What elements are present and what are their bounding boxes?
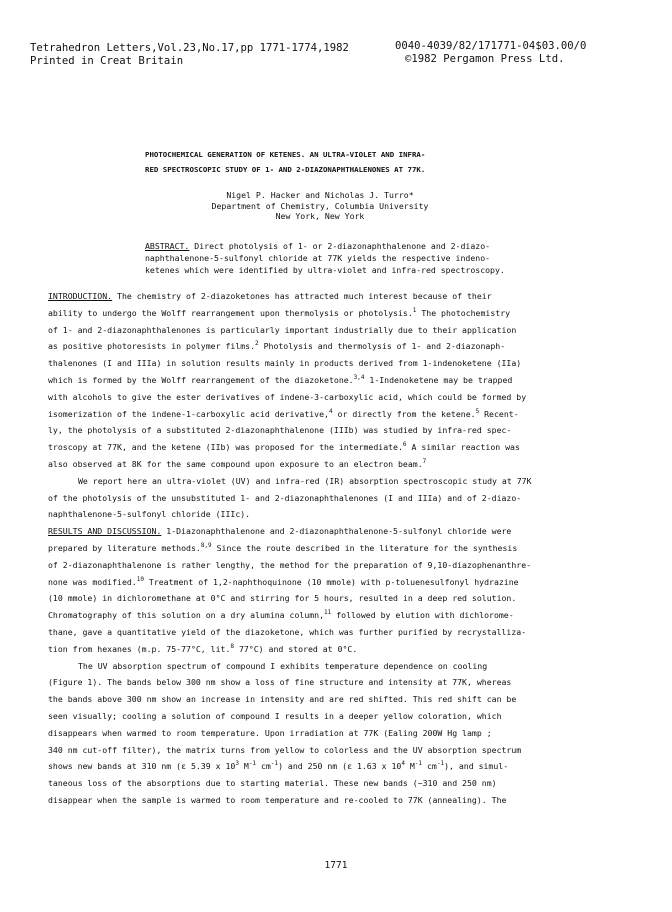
text-line: ly, the photolysis of a substituted 2-diazonaphthalenone (IIIb) was studied by infra-red spec-: [48, 425, 512, 436]
text-line: [48, 641, 628, 658]
text-line: [48, 372, 628, 389]
paper-title: [145, 147, 545, 177]
text-span: The chemistry of 2-diazoketones has attracted much interest because of their: [112, 291, 492, 301]
superscript: -1: [436, 760, 445, 768]
abstract-text: Direct photolysis of 1- or 2-diazonaphthalenone and 2-diazo-: [189, 241, 491, 251]
body-text: [48, 288, 628, 809]
text-line: the bands above 300 nm show an increase in intensity and are red shifted. This red shift can be: [48, 694, 517, 705]
title-line-2: RED SPECTROSCOPIC STUDY OF 1- AND 2-DIAZONAPHTHALENONES AT 77K.: [145, 165, 426, 174]
text-span: Chromatography of this solution on a dry alumina column,: [48, 610, 325, 621]
journal-header-left: [30, 42, 349, 68]
text-span: which is formed by the Wolff rearrangement of the diazoketone.: [48, 374, 354, 385]
text-line: [48, 305, 628, 322]
text-line: disappears when warmed to room temperature. Upon irradiation at 77K (Ealing 200W Hg lamp ;: [48, 727, 492, 738]
printed-location: Printed in Creat Britain: [30, 55, 184, 67]
text-span: M: [238, 761, 249, 772]
text-span: isomerization of the indene-1-carboxylic acid derivative,: [48, 408, 329, 419]
text-span: as positive photoresists in polymer films.: [48, 341, 256, 352]
author-department: Department of Chemistry, Columbia University: [211, 200, 429, 211]
text-span: Photolysis and thermolysis of 1- and 2-diazonaph-: [258, 341, 506, 352]
text-line: (10 mmole) in dichloromethane at 0°C and stirring for 5 hours, resulted in a deep red solution.: [48, 593, 517, 604]
text-span: M: [404, 761, 415, 772]
superscript: -1: [248, 760, 257, 768]
page-number: 1771: [324, 860, 348, 871]
text-line: of 2-diazonaphthalenone is rather lengthy, the method for the preparation of 9,10-diazophenanthre-: [48, 559, 532, 570]
reference-marker: 11: [324, 609, 332, 617]
journal-citation: Tetrahedron Letters,Vol.23,No.17,pp 1771-1774,1982: [30, 42, 349, 54]
reference-marker: 8,9: [200, 541, 212, 549]
text-line: [48, 288, 628, 305]
reference-marker: 5: [475, 407, 480, 415]
article-code: 0040-4039/82/171771-04$03.00/0: [395, 40, 587, 52]
text-span: Since the route described in the literature for the synthesis: [211, 542, 518, 553]
text-line: 340 nm cut-off filter), the matrix turns from yellow to colorless and the UV absorption spectrum: [48, 744, 522, 755]
reference-marker: 1: [412, 306, 417, 314]
text-span: followed by elution with dichlorome-: [331, 610, 514, 621]
abstract-line: [145, 240, 615, 252]
text-span: A similar reaction was: [406, 442, 520, 453]
text-line: [48, 607, 628, 624]
section-heading-results: RESULTS AND DISCUSSION.: [48, 526, 162, 537]
text-span: 1-Diazonaphthalenone and 2-diazonaphthalenone-5-sulfonyl chloride were: [161, 526, 512, 537]
text-span: ), and simul-: [444, 761, 509, 772]
reference-marker: 7: [422, 457, 427, 465]
reference-marker: 8: [230, 642, 235, 650]
text-line: [48, 540, 628, 557]
text-span: tion from hexanes (m.p. 75-77°C, lit.: [48, 643, 231, 654]
author-block: [0, 190, 640, 222]
text-span: 1-Indenoketene may be trapped: [364, 374, 513, 385]
abstract-line: naphthalenone-5-sulfonyl chloride at 77K yields the respective indeno-: [145, 253, 491, 263]
text-span: Treatment of 1,2-naphthoquinone (10 mmole) with p-toluenesulfonyl hydrazine: [143, 576, 519, 587]
text-line: thalenones (I and IIIa) in solution results mainly in products derived from 1-indenoketene (IIa): [48, 358, 522, 369]
text-line: [48, 406, 628, 423]
text-line: seen visually; cooling a solution of compound I results in a deeper yellow coloration, which: [48, 710, 502, 721]
text-line: [48, 758, 628, 775]
text-line: The UV absorption spectrum of compound I exhibits temperature dependence on cooling: [78, 660, 488, 671]
text-line: We report here an ultra-violet (UV) and infra-red (IR) absorption spectroscopic study at 77K: [78, 475, 532, 486]
text-line: naphthalenone-5-sulfonyl chloride (IIIc).: [48, 509, 251, 520]
text-span: ability to undergo the Wolff rearrangement upon thermolysis or photolysis.: [48, 307, 413, 318]
superscript: 4: [401, 760, 405, 768]
text-line: with alcohols to give the ester derivatives of indene-3-carboxylic acid, which could be formed by: [48, 391, 527, 402]
text-span: Recent-: [479, 408, 519, 419]
abstract: [145, 240, 615, 276]
reference-marker: 3,4: [353, 373, 365, 381]
title-line-1: PHOTOCHEMICAL GENERATION OF KETENES. AN ULTRA-VIOLET AND INFRA-: [145, 150, 426, 159]
text-line: thane, gave a quantitative yield of the diazoketone, which was further purified by recrystalliza-: [48, 626, 527, 637]
text-span: none was modified.: [48, 576, 137, 587]
section-heading-introduction: INTRODUCTION.: [48, 291, 113, 301]
text-span: prepared by literature methods.: [48, 542, 201, 553]
reference-marker: 10: [136, 575, 144, 583]
copyright-notice: ©1982 Pergamon Press Ltd.: [405, 53, 565, 65]
journal-header-right: [395, 40, 586, 66]
author-city: New York, New York: [275, 211, 365, 221]
text-line: (Figure 1). The bands below 300 nm show a loss of fine structure and intensity at 77K, whereas: [48, 677, 512, 688]
text-span: 77°C) and stored at 0°C.: [234, 643, 358, 654]
text-line: taneous loss of the absorptions due to starting material. These new bands (~310 and 250 nm): [48, 778, 497, 789]
superscript: 3: [235, 760, 239, 768]
text-line: [48, 439, 628, 456]
text-span: cm: [256, 761, 271, 772]
text-span: troscopy at 77K, and the ketene (IIb) was proposed for the intermediate.: [48, 442, 403, 453]
text-span: ) and 250 nm (ε 1.63 x 10: [278, 761, 402, 772]
text-line: [48, 523, 628, 540]
text-span: also observed at 8K for the same compound upon exposure to an electron beam.: [48, 458, 423, 469]
text-span: shows new bands at 310 nm (ε 5.39 x 10: [48, 761, 236, 772]
superscript: -1: [270, 760, 279, 768]
reference-marker: 2: [255, 340, 259, 348]
author-names: Nigel P. Hacker and Nicholas J. Turro*: [226, 190, 414, 200]
text-line: of the photolysis of the unsubstituted 1- and 2-diazonaphthalenones (I and IIIa) and of 2-diazo-: [48, 492, 522, 503]
reference-marker: 4: [328, 407, 333, 415]
reference-marker: 6: [402, 441, 407, 449]
text-line: disappear when the sample is warmed to room temperature and re-cooled to 77K (annealing). The: [48, 794, 507, 805]
text-line: [48, 456, 628, 473]
text-line: [48, 574, 628, 591]
abstract-line: ketenes which were identified by ultra-violet and infra-red spectroscopy.: [145, 265, 505, 275]
text-span: or directly from the ketene.: [332, 408, 476, 419]
text-span: cm: [422, 761, 437, 772]
superscript: -1: [414, 760, 423, 768]
text-line: [48, 338, 628, 355]
abstract-label: ABSTRACT.: [145, 241, 190, 251]
text-line: of 1- and 2-diazonaphthalenones is particularly important industrially due to their application: [48, 324, 517, 335]
text-span: The photochemistry: [416, 307, 511, 318]
